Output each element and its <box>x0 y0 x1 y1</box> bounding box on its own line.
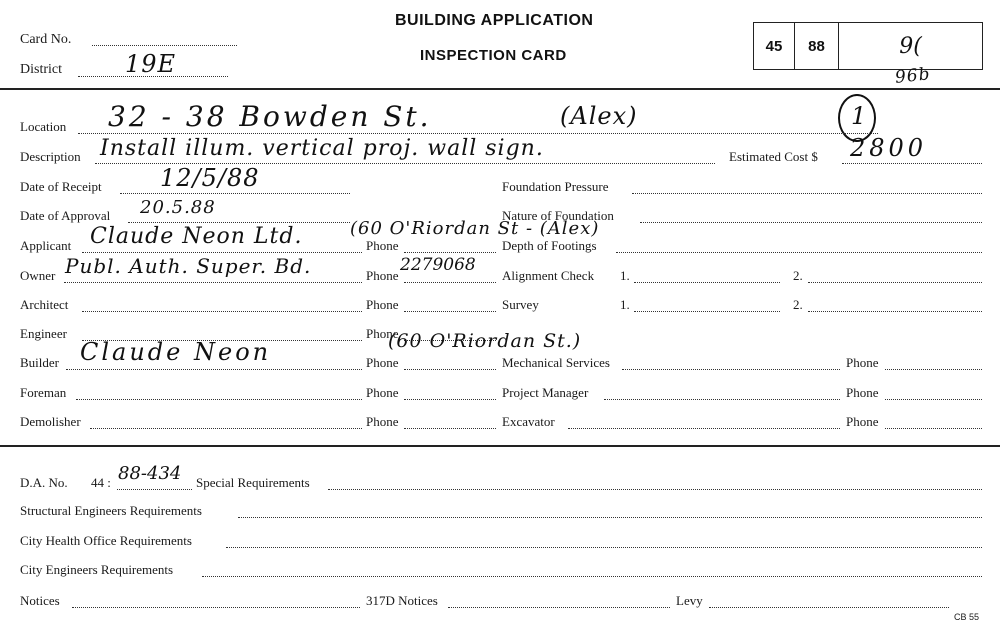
date-of-receipt-label: Date of Receipt <box>20 179 102 194</box>
card-no-label: Card No. <box>20 32 72 47</box>
owner-phone-value: 2279068 <box>400 255 476 275</box>
demolisher-line[interactable] <box>90 428 362 429</box>
builder-value: Claude Neon <box>80 338 272 366</box>
card-number-col2: 88 <box>795 23 839 69</box>
da-no-line[interactable] <box>117 489 192 490</box>
foreman-phone-label: Phone <box>366 385 399 400</box>
form-code: CB 55 <box>954 612 980 622</box>
note-below-box: 96b <box>894 64 932 88</box>
architect-phone-line[interactable] <box>404 311 496 312</box>
excavator-phone-label: Phone <box>846 414 879 429</box>
notices-317d-line[interactable] <box>448 607 670 608</box>
architect-line[interactable] <box>82 311 362 312</box>
estimated-cost-label: Estimated Cost $ <box>729 149 818 164</box>
owner-label: Owner <box>20 268 56 283</box>
applicant-value: Claude Neon Ltd. <box>90 224 303 249</box>
excavator-phone-line[interactable] <box>885 428 982 429</box>
city-health-line[interactable] <box>226 547 982 548</box>
mechanical-services-phone-label: Phone <box>846 355 879 370</box>
applicant-phone-line[interactable] <box>404 252 496 253</box>
architect-label: Architect <box>20 297 69 312</box>
owner-phone-label: Phone <box>366 268 399 283</box>
card-no-line[interactable] <box>92 45 237 46</box>
owner-value: Publ. Auth. Super. Bd. <box>65 254 312 278</box>
da-no-value: 88-434 <box>118 463 182 484</box>
depth-of-footings-label: Depth of Footings <box>502 238 597 253</box>
structural-engineers-label: Structural Engineers Requirements <box>20 503 202 518</box>
date-of-receipt-value: 12/5/88 <box>160 164 260 192</box>
builder-phone-line[interactable] <box>404 369 496 370</box>
location-note: (Alex) <box>560 102 638 130</box>
levy-line[interactable] <box>709 607 949 608</box>
alignment-check-1-line[interactable] <box>634 282 780 283</box>
project-manager-label: Project Manager <box>502 385 589 400</box>
location-label: Location <box>20 119 67 134</box>
mechanical-services-line[interactable] <box>622 369 840 370</box>
survey-label: Survey <box>502 297 539 312</box>
architect-phone-label: Phone <box>366 297 399 312</box>
mechanical-services-label: Mechanical Services <box>502 355 610 370</box>
form-subtitle: INSPECTION CARD <box>420 47 567 64</box>
builder-phone-note: (60 O'Riordan St.) <box>388 330 582 352</box>
date-of-approval-line[interactable] <box>128 222 350 223</box>
da-no-label: D.A. No. <box>20 475 68 490</box>
foreman-phone-line[interactable] <box>404 399 496 400</box>
foundation-pressure-label: Foundation Pressure <box>502 179 609 194</box>
estimated-cost-line[interactable] <box>842 163 982 164</box>
special-requirements-label: Special Requirements <box>196 475 310 490</box>
structural-engineers-line[interactable] <box>238 517 982 518</box>
applicant-phone-note: (60 O'Riordan St - (Alex) <box>350 218 600 239</box>
card-number-col3: 9( <box>899 33 922 59</box>
city-engineers-line[interactable] <box>202 576 982 577</box>
survey-2-line[interactable] <box>808 311 982 312</box>
builder-line[interactable] <box>66 369 362 370</box>
applicant-phone-label: Phone <box>366 238 399 253</box>
foreman-line[interactable] <box>76 399 362 400</box>
circled-mark-value: 1 <box>851 102 868 130</box>
owner-phone-line[interactable] <box>404 282 496 283</box>
nature-of-foundation-label: Nature of Foundation <box>502 208 614 223</box>
notices-317d-label: 317D Notices <box>366 593 438 608</box>
owner-line[interactable] <box>64 282 362 283</box>
city-engineers-label: City Engineers Requirements <box>20 562 174 577</box>
survey-1: 1. <box>620 297 630 312</box>
survey-1-line[interactable] <box>634 311 780 312</box>
city-health-label: City Health Office Requirements <box>20 533 192 548</box>
date-of-approval-label: Date of Approval <box>20 208 111 223</box>
project-manager-line[interactable] <box>604 399 840 400</box>
excavator-label: Excavator <box>502 414 555 429</box>
applicant-line[interactable] <box>82 252 362 253</box>
card-number-box <box>753 22 983 70</box>
notices-label: Notices <box>20 593 60 608</box>
special-requirements-line[interactable] <box>328 489 982 490</box>
levy-label: Levy <box>676 593 703 608</box>
card-number-col1: 45 <box>754 23 795 69</box>
builder-phone-label: Phone <box>366 355 399 370</box>
da-prefix: 44 : <box>91 475 111 490</box>
demolisher-label: Demolisher <box>20 414 81 429</box>
requirements-divider <box>0 445 1000 447</box>
header-divider <box>0 88 1000 90</box>
foundation-pressure-line[interactable] <box>632 193 982 194</box>
survey-2: 2. <box>793 297 803 312</box>
district-value: 19E <box>125 50 177 78</box>
demolisher-phone-label: Phone <box>366 414 399 429</box>
date-of-approval-value: 20.5.88 <box>140 197 216 218</box>
alignment-check-2: 2. <box>793 268 803 283</box>
project-manager-phone-label: Phone <box>846 385 879 400</box>
demolisher-phone-line[interactable] <box>404 428 496 429</box>
mechanical-services-phone-line[interactable] <box>885 369 982 370</box>
nature-of-foundation-line[interactable] <box>640 222 982 223</box>
notices-line[interactable] <box>72 607 360 608</box>
builder-label: Builder <box>20 355 59 370</box>
district-label: District <box>20 62 62 77</box>
engineer-label: Engineer <box>20 326 67 341</box>
engineer-phone-label: Phone <box>366 326 399 341</box>
location-value: 32 - 38 Bowden St. <box>108 100 432 133</box>
location-line[interactable] <box>78 133 878 134</box>
alignment-check-1: 1. <box>620 268 630 283</box>
alignment-check-2-line[interactable] <box>808 282 982 283</box>
estimated-cost-value: 2800 <box>850 134 928 162</box>
description-label: Description <box>20 149 81 164</box>
description-value: Install illum. vertical proj. wall sign. <box>100 136 544 161</box>
project-manager-phone-line[interactable] <box>885 399 982 400</box>
applicant-label: Applicant <box>20 238 72 253</box>
form-title: BUILDING APPLICATION <box>395 12 594 29</box>
depth-of-footings-line[interactable] <box>616 252 982 253</box>
excavator-line[interactable] <box>568 428 840 429</box>
foreman-label: Foreman <box>20 385 67 400</box>
alignment-check-label: Alignment Check <box>502 268 595 283</box>
date-of-receipt-line[interactable] <box>120 193 350 194</box>
